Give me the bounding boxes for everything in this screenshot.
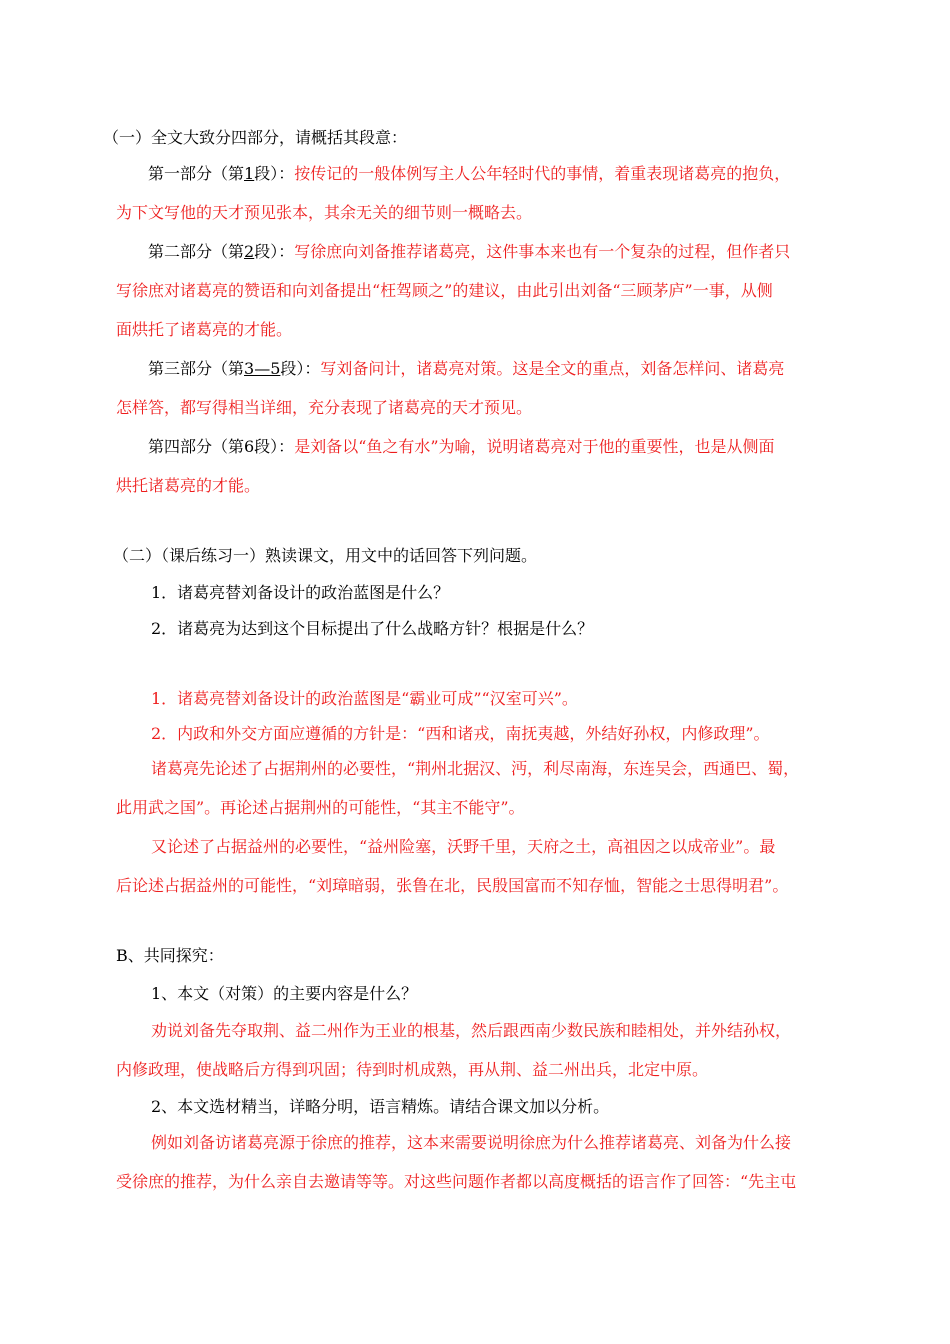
- part3-label-a: 第三部分（第: [148, 359, 245, 378]
- section2-a2: 2．内政和外交方面应遵循的方针是：“西和诸戎，南抚夷越，外结好孙权，内修政理”。: [151, 724, 770, 743]
- section2-a3-line1: 诸葛亮先论述了占据荆州的必要性，“荆州北据汉、沔，利尽南海，东连吴会，西通巴、蜀，: [151, 759, 800, 778]
- part3-text2: 怎样答，都写得相当详细，充分表现了诸葛亮的天才预见。: [116, 398, 533, 417]
- section2-q1: 1．诸葛亮替刘备设计的政治蓝图是什么？: [151, 583, 450, 602]
- part2-text2: 写徐庶对诸葛亮的赞语和向刘备提出“枉驾顾之”的建议，由此引出刘备“三顾茅庐”一事，从侧: [116, 281, 773, 300]
- section2-a1: 1．诸葛亮替刘备设计的政治蓝图是“霸业可成”“汉室可兴”。: [151, 689, 578, 708]
- section2-heading: （二）（课后练习一）熟读课文，用文中的话回答下列问题。: [113, 546, 538, 565]
- part3-num: 3—5: [244, 359, 281, 378]
- part4-text1: 是刘备以“鱼之有水”为喻，说明诸葛亮对于他的重要性，也是从侧面: [294, 437, 775, 456]
- part2-text3: 面烘托了诸葛亮的才能。: [116, 320, 293, 339]
- part2-num: 2: [244, 242, 255, 261]
- part3-label-b: 段）：: [280, 359, 321, 378]
- sectionB-q2: 2、本文选材精当，详略分明，语言精炼。请结合课文加以分析。: [151, 1097, 610, 1116]
- section1-heading: （一）全文大致分四部分，请概括其段意：: [103, 128, 408, 147]
- sectionB-a2-line2: 受徐庶的推荐，为什么亲自去邀请等等。对这些问题作者都以高度概括的语言作了回答：“先主屯: [116, 1172, 797, 1191]
- section2-a4-line1: 又论述了占据益州的必要性，“益州险塞，沃野千里，天府之土，高祖因之以成帝业”。最: [151, 837, 776, 856]
- part1-text2: 为下文写他的天才预见张本，其余无关的细节则一概略去。: [116, 203, 533, 222]
- part4-line1: [148, 437, 775, 457]
- part4-label: 第四部分（第6段）：: [148, 437, 295, 456]
- part1-label-b: 段）：: [254, 164, 295, 183]
- sectionB-a1-line1: 劝说刘备先夺取荆、益二州作为王业的根基，然后跟西南少数民族和睦相处，并外结孙权，: [151, 1021, 792, 1040]
- part1-text1: 按传记的一般体例写主人公年轻时代的事情，着重表现诸葛亮的抱负，: [294, 164, 791, 183]
- part1-num: 1: [244, 164, 255, 183]
- part2-line1: [148, 242, 790, 262]
- part3-line1: [148, 359, 784, 379]
- part1-label-a: 第一部分（第: [148, 164, 245, 183]
- part2-text1: 写徐庶向刘备推荐诸葛亮，这件事本来也有一个复杂的过程，但作者只: [294, 242, 791, 261]
- sectionB-a2-line1: 例如刘备访诸葛亮源于徐庶的推荐，这本来需要说明徐庶为什么推荐诸葛亮、刘备为什么接: [151, 1133, 792, 1152]
- part2-label-b: 段）：: [254, 242, 295, 261]
- section2-q2: 2．诸葛亮为达到这个目标提出了什么战略方针？根据是什么？: [151, 619, 594, 638]
- part4-text2: 烘托诸葛亮的才能。: [116, 476, 261, 495]
- sectionB-q1: 1、本文（对策）的主要内容是什么？: [151, 984, 418, 1003]
- sectionB-a1-line2: 内修政理，使战略后方得到巩固；待到时机成熟，再从荆、益二州出兵，北定中原。: [116, 1060, 709, 1079]
- part2-label-a: 第二部分（第: [148, 242, 245, 261]
- sectionB-heading: B、共同探究：: [116, 946, 224, 965]
- section2-a4-line2: 后论述占据益州的可能性，“刘璋暗弱，张鲁在北，民殷国富而不知存恤，智能之士思得明君”。: [116, 876, 789, 895]
- part3-text1: 写刘备问计，诸葛亮对策。这是全文的重点，刘备怎样问、诸葛亮: [320, 359, 785, 378]
- part1-line1: [148, 164, 790, 184]
- section2-a3-line2: 此用武之国”。再论述占据荆州的可能性，“其主不能守”。: [116, 798, 525, 817]
